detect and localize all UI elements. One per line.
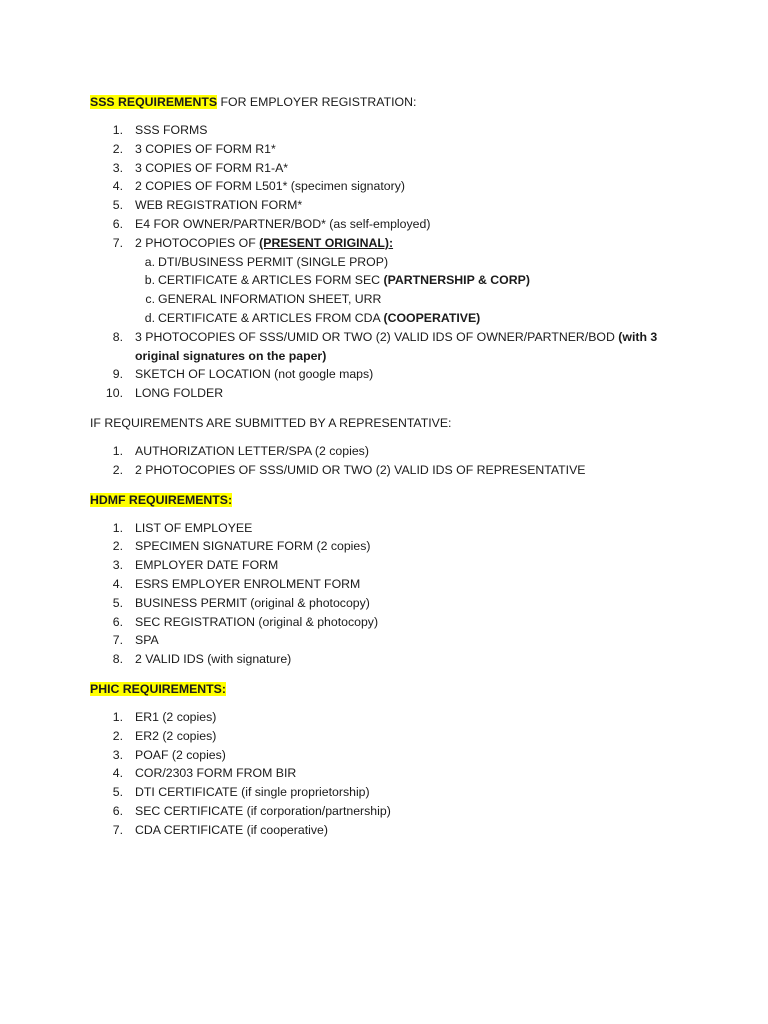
present-original-label: (PRESENT ORIGINAL): xyxy=(259,235,394,250)
sss-heading xyxy=(90,92,700,112)
hdmf-heading: HDMF REQUIREMENTS: xyxy=(90,492,233,507)
sss-list xyxy=(90,121,700,403)
list-item: 8. 3 PHOTOCOPIES OF SSS/UMID OR TWO (2) VALID IDS OF OWNER/PARTNER/BOD (with 3 original signatures on the paper) xyxy=(112,329,658,363)
list-item: 6. SEC CERTIFICATE (if corporation/partnership) xyxy=(112,803,391,818)
sss-heading-highlight: SSS REQUIREMENTS xyxy=(90,95,218,109)
list-item: 2. ER2 (2 copies) xyxy=(112,728,217,743)
list-item: 7. SPA xyxy=(112,633,159,648)
list-item: 2. 2 PHOTOCOPIES OF SSS/UMID OR TWO (2) VALID IDS OF REPRESENTATIVE xyxy=(112,462,586,477)
hdmf-list xyxy=(90,519,700,669)
list-item: 1. AUTHORIZATION LETTER/SPA (2 copies) xyxy=(112,443,369,458)
list-item: 1. ER1 (2 copies) xyxy=(112,709,217,724)
list-item: 5. DTI CERTIFICATE (if single proprietorship) xyxy=(112,785,370,800)
representative-heading: IF REQUIREMENTS ARE SUBMITTED BY A REPRESENTATIVE: xyxy=(90,415,452,430)
list-item: 3. EMPLOYER DATE FORM xyxy=(112,558,279,573)
sub-list-item: d. CERTIFICATE & ARTICLES FROM CDA (COOPERATIVE) xyxy=(144,310,481,325)
list-item: 7. CDA CERTIFICATE (if cooperative) xyxy=(112,822,328,837)
phic-heading: PHIC REQUIREMENTS: xyxy=(90,681,226,696)
phic-list xyxy=(90,708,700,840)
sub-list-item: b. CERTIFICATE & ARTICLES FORM SEC (PARTNERSHIP & CORP) xyxy=(144,273,530,288)
sub-list-item: c. GENERAL INFORMATION SHEET, URR xyxy=(145,292,382,307)
list-item: 6. SEC REGISTRATION (original & photocopy) xyxy=(112,614,379,629)
list-item: 4. COR/2303 FORM FROM BIR xyxy=(112,766,297,781)
list-item: 3. POAF (2 copies) xyxy=(112,747,226,762)
sss-sub-list xyxy=(135,253,700,328)
list-item: 1. LIST OF EMPLOYEE xyxy=(112,520,253,535)
list-item: 1. SSS FORMS xyxy=(112,123,208,137)
list-item: 8. 2 VALID IDS (with signature) xyxy=(112,652,292,667)
list-item: 10. LONG FOLDER xyxy=(105,386,224,401)
list-item: 6. E4 FOR OWNER/PARTNER/BOD* (as self-employed) xyxy=(112,216,431,231)
list-item: 5. BUSINESS PERMIT (original & photocopy) xyxy=(112,595,370,610)
list-item: 2. SPECIMEN SIGNATURE FORM (2 copies) xyxy=(112,539,371,554)
list-item: 9. SKETCH OF LOCATION (not google maps) xyxy=(112,367,374,382)
representative-list xyxy=(90,442,700,480)
list-item: 2. 3 COPIES OF FORM R1* xyxy=(112,141,276,156)
list-item: 3. 3 COPIES OF FORM R1-A* xyxy=(112,160,289,175)
list-item: 4. ESRS EMPLOYER ENROLMENT FORM xyxy=(112,576,361,591)
list-item: 4. 2 COPIES OF FORM L501* (specimen signatory) xyxy=(112,179,405,194)
list-item: 5. WEB REGISTRATION FORM* xyxy=(112,198,303,213)
sss-heading-rest: FOR EMPLOYER REGISTRATION: xyxy=(217,95,417,109)
list-item: 7. 2 PHOTOCOPIES OF (PRESENT ORIGINAL): a. DTI/BUSINESS PERMIT (SINGLE PROP) b. CERTIFICATE & ARTICLES FORM SEC (PARTNERSHIP & CORP) c. GENERAL INFORMATION SHEET, URR d. CERTIFICATE & ARTICLES FROM CDA (COOPERATIVE) xyxy=(90,234,700,328)
sub-list-item: a. DTI/BUSINESS PERMIT (SINGLE PROP) xyxy=(144,254,389,269)
document-page xyxy=(90,92,700,840)
